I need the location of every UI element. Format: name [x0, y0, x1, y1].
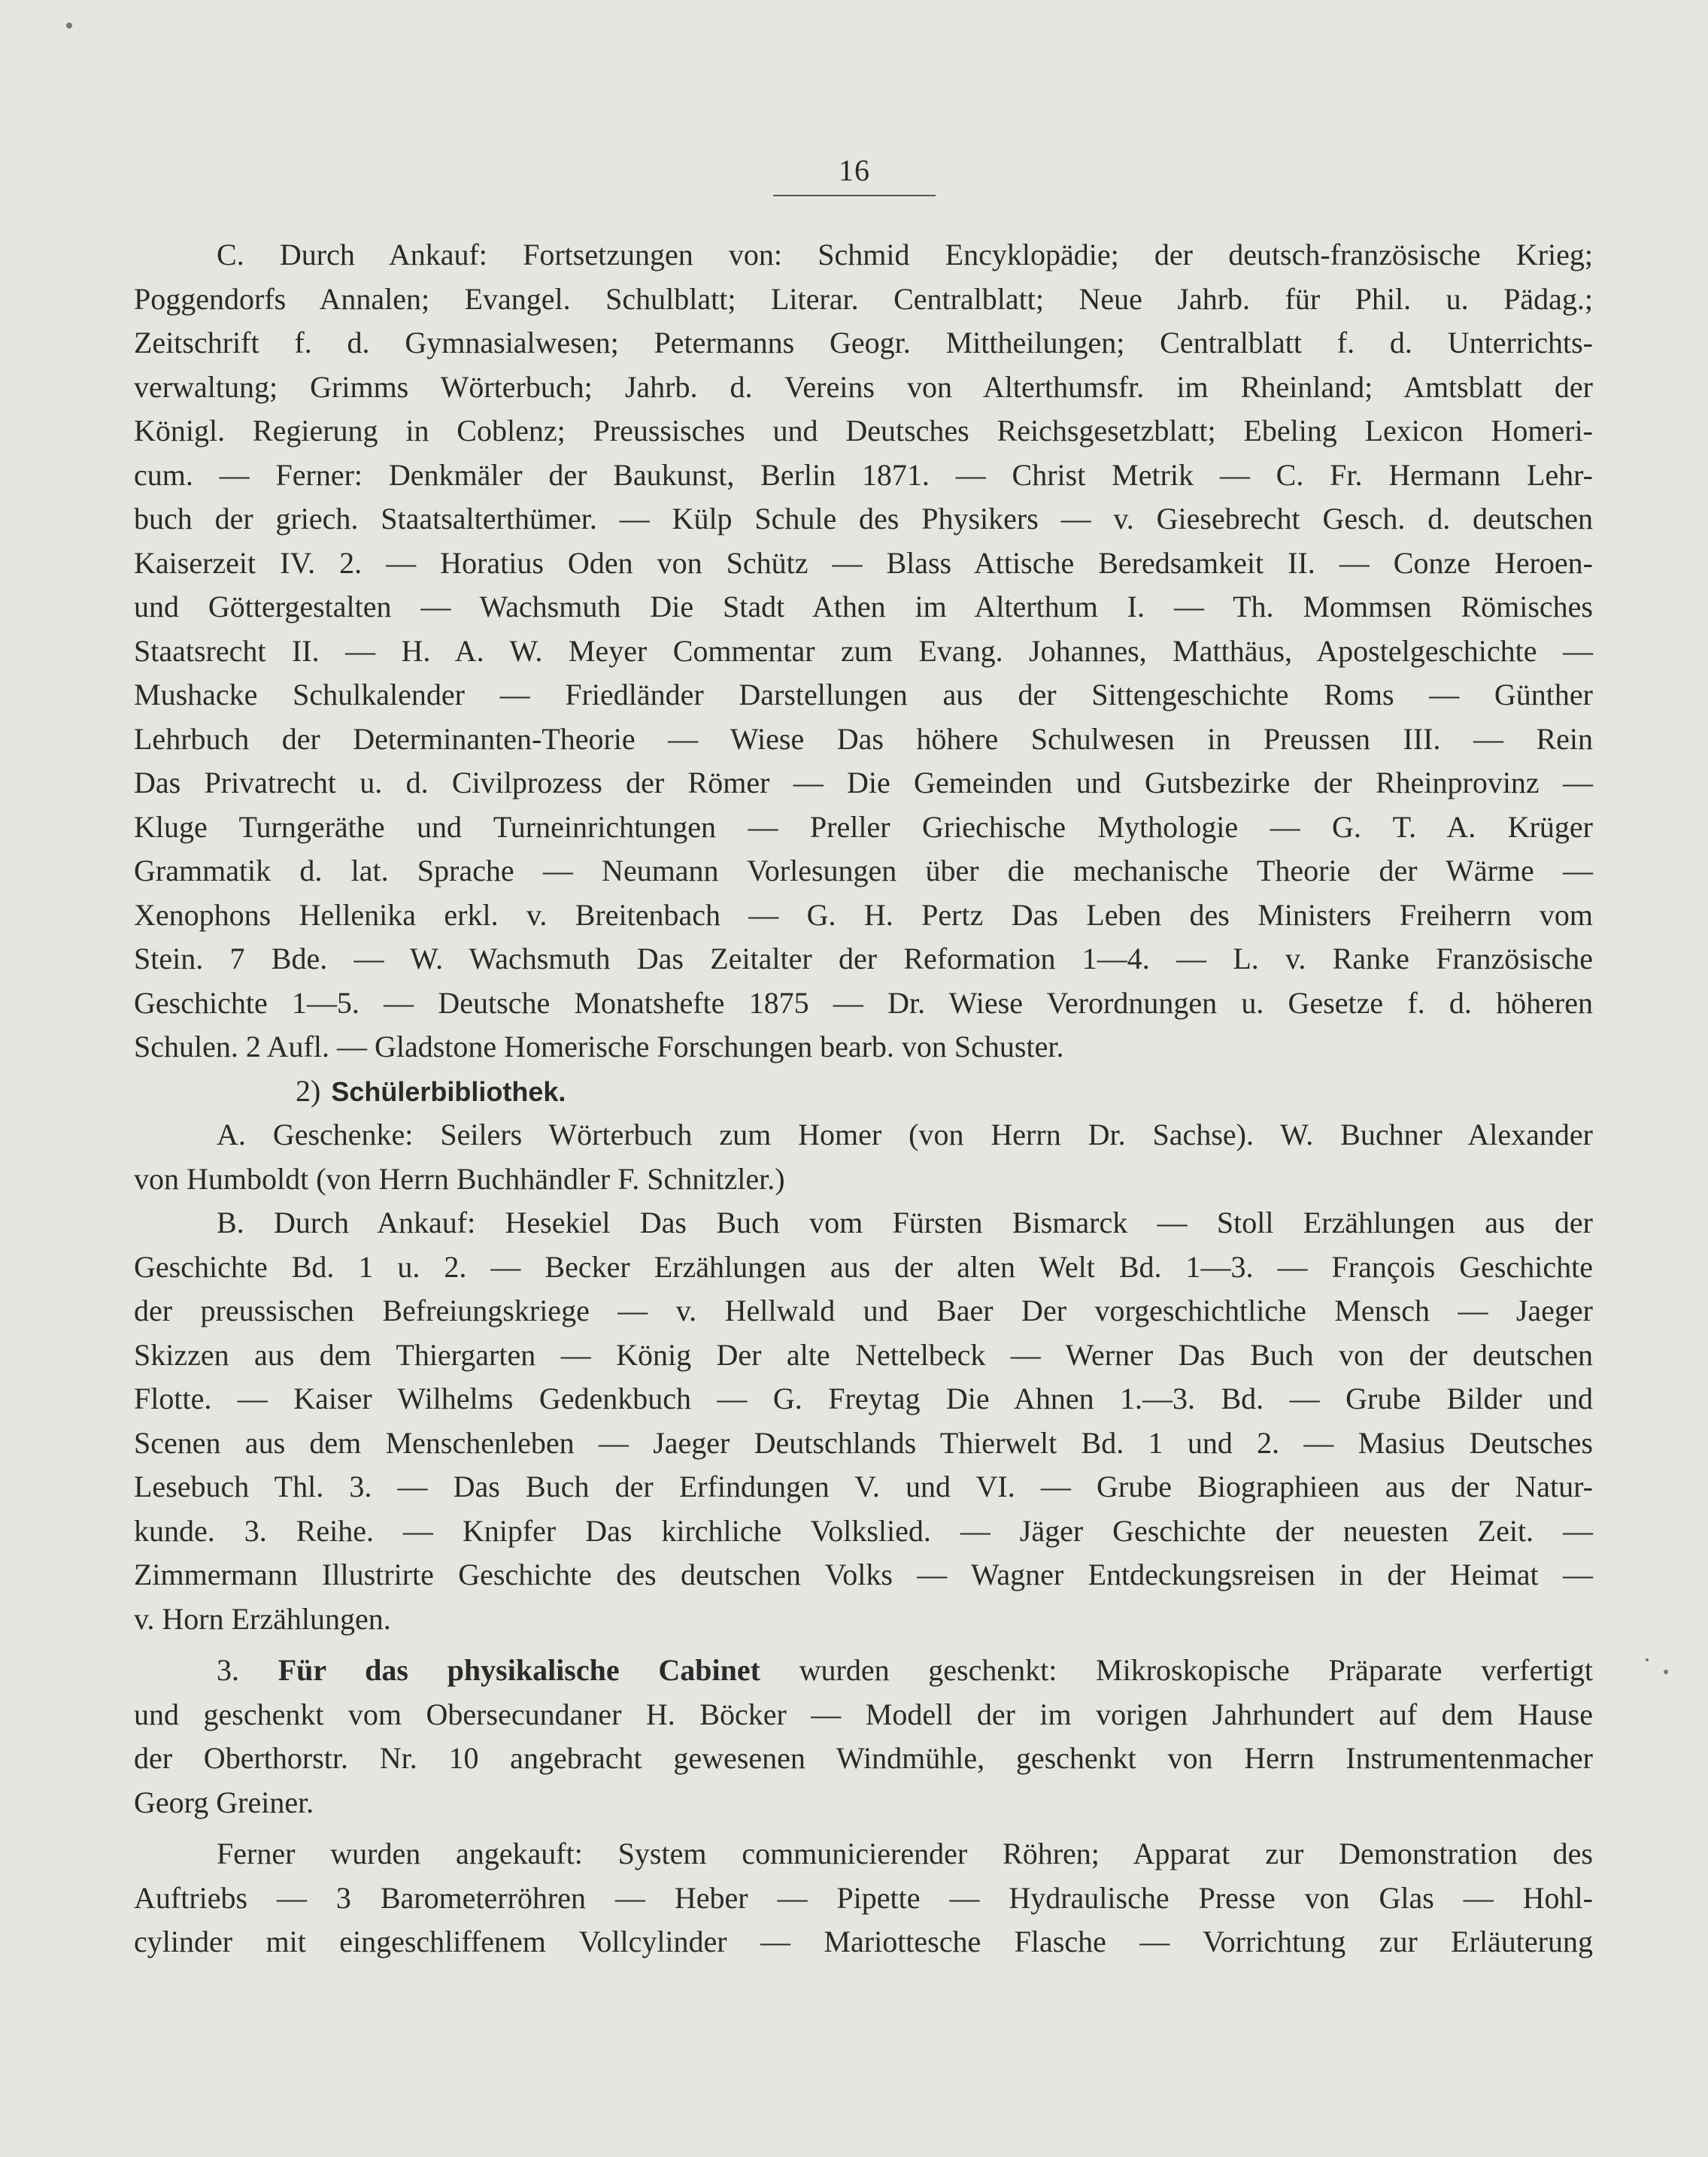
section-number: 3. [217, 1653, 239, 1687]
paragraph-line: A. Geschenke: Seilers Wörterbuch zum Homer (von Herrn Dr. Sachse). W. Buchner Alexander [217, 1118, 1593, 1151]
paragraph-line: Kaiserzeit IV. 2. — Horatius Oden von Schütz — Blass Attische Beredsamkeit II. — Conze Heroen- [134, 545, 1593, 580]
section-title: Schülerbibliothek. [331, 1075, 566, 1107]
paragraph-line: kunde. 3. Reihe. — Knipfer Das kirchliche Volkslied. — Jäger Geschichte der neuesten Zeit. — [134, 1513, 1593, 1548]
paper-speck [1646, 1658, 1649, 1661]
section-number: 2) [296, 1073, 321, 1108]
section-title: Für das physikalische Cabinet [278, 1653, 760, 1687]
paragraph-line: v. Horn Erzählungen. [134, 1601, 391, 1636]
page-number-rule [773, 195, 936, 196]
physics-cabinet-paragraph [134, 1649, 1593, 1825]
paragraph-line [134, 1649, 1593, 1693]
physics-purchases-paragraph [134, 1832, 1593, 1964]
paragraph-line: cylinder mit eingeschliffenem Vollcylinder — Mariottesche Flasche — Vorrichtung zur Erläuterung [134, 1925, 1593, 1958]
paragraph-line: verwaltung; Grimms Wörterbuch; Jahrb. d. Vereins von Alterthumsfr. im Rheinland; Amtsblatt der [134, 369, 1593, 404]
paragraph-line: Geschichte Bd. 1 u. 2. — Becker Erzählungen aus der alten Welt Bd. 1—3. — François Geschichte [134, 1249, 1593, 1284]
page-number: 16 [839, 153, 870, 187]
paragraph-line: Staatsrecht II. — H. A. W. Meyer Commentar zum Evang. Johannes, Matthäus, Apostelgeschichte — [134, 633, 1593, 668]
paragraph-line: Stein. 7 Bde. — W. Wachsmuth Das Zeitalter der Reformation 1—4. — L. v. Ranke Französische [134, 942, 1593, 975]
library-purchases-paragraph [134, 233, 1593, 1069]
paragraph-line: Das Privatrecht u. d. Civilprozess der Römer — Die Gemeinden und Gutsbezirke der Rheinprovinz — [134, 766, 1593, 799]
paragraph-line: Lesebuch Thl. 3. — Das Buch der Erfindungen V. und VI. — Grube Biographieen aus der Natur- [134, 1470, 1593, 1503]
paragraph-line: Grammatik d. lat. Sprache — Neumann Vorlesungen über die mechanische Theorie der Wärme — [134, 854, 1593, 887]
paragraph-line: und geschenkt vom Obersecundaner H. Böcker — Modell der im vorigen Jahrhundert auf dem Hause [134, 1697, 1593, 1731]
student-library-gifts-paragraph [134, 1113, 1593, 1201]
line-text: wurden geschenkt: Mikroskopische Präparate verfertigt [799, 1653, 1594, 1687]
paper-speck [66, 23, 72, 29]
page-body [134, 233, 1593, 1964]
paper-speck [1664, 1670, 1668, 1674]
paragraph-gap [134, 1825, 1593, 1832]
paragraph-line: buch der griech. Staatsalterthümer. — Külp Schule des Physikers — v. Giesebrecht Gesch. d. deutschen [134, 502, 1593, 535]
section-heading-student-library [134, 1069, 1593, 1114]
paragraph-line: Ferner wurden angekauft: System communicierender Röhren; Apparat zur Demonstration des [217, 1837, 1593, 1870]
paragraph-line: Geschichte 1—5. — Deutsche Monatshefte 1875 — Dr. Wiese Verordnungen u. Gesetze f. d. höheren [134, 985, 1593, 1020]
paragraph-line: Auftriebs — 3 Barometerröhren — Heber — Pipette — Hydraulische Presse von Glas — Hohl- [134, 1880, 1593, 1915]
paragraph-line: Skizzen aus dem Thiergarten — König Der alte Nettelbeck — Werner Das Buch von der deutschen [134, 1337, 1593, 1372]
paragraph-line: B. Durch Ankauf: Hesekiel Das Buch vom Fürsten Bismarck — Stoll Erzählungen aus der [217, 1206, 1593, 1239]
paragraph-line: Zimmermann Illustrirte Geschichte des deutschen Volks — Wagner Entdeckungsreisen in der Heimat — [134, 1558, 1593, 1591]
paragraph-gap [134, 1641, 1593, 1649]
paragraph-line: cum. — Ferner: Denkmäler der Baukunst, Berlin 1871. — Christ Metrik — C. Fr. Hermann Lehr- [134, 457, 1593, 492]
paragraph-line: der Oberthorstr. Nr. 10 angebracht gewesenen Windmühle, geschenkt von Herrn Instrumentenmacher [134, 1741, 1593, 1775]
student-library-purchases-paragraph [134, 1201, 1593, 1641]
paragraph-line: C. Durch Ankauf: Fortsetzungen von: Schmid Encyklopädie; der deutsch-französische Krieg; [217, 238, 1593, 272]
paragraph-line: Zeitschrift f. d. Gymnasialwesen; Petermanns Geogr. Mittheilungen; Centralblatt f. d. Unterrichts- [134, 326, 1593, 360]
paragraph-line: Lehrbuch der Determinanten-Theorie — Wiese Das höhere Schulwesen in Preussen III. — Rein [134, 721, 1593, 756]
paragraph-line: und Göttergestalten — Wachsmuth Die Stadt Athen im Alterthum I. — Th. Mommsen Römisches [134, 590, 1593, 623]
paragraph-line: Flotte. — Kaiser Wilhelms Gedenkbuch — G. Freytag Die Ahnen 1.—3. Bd. — Grube Bilder und [134, 1382, 1593, 1415]
paragraph-line: der preussischen Befreiungskriege — v. Hellwald und Baer Der vorgeschichtliche Mensch — Jaeger [134, 1294, 1593, 1327]
paragraph-line: Scenen aus dem Menschenleben — Jaeger Deutschlands Thierwelt Bd. 1 und 2. — Masius Deutsches [134, 1425, 1593, 1460]
paragraph-line: Schulen. 2 Aufl. — Gladstone Homerische Forschungen bearb. von Schuster. [134, 1030, 1064, 1063]
paragraph-line: Kluge Turngeräthe und Turneinrichtungen — Preller Griechische Mythologie — G. T. A. Krüger [134, 809, 1593, 844]
paragraph-line: Georg Greiner. [134, 1785, 314, 1819]
paragraph-line: Königl. Regierung in Coblenz; Preussisches und Deutsches Reichsgesetzblatt; Ebeling Lexicon Homeri- [134, 414, 1593, 447]
paragraph-line: von Humboldt (von Herrn Buchhändler F. Schnitzler.) [134, 1161, 785, 1196]
paragraph-line: Mushacke Schulkalender — Friedländer Darstellungen aus der Sittengeschichte Roms — Günther [134, 678, 1593, 711]
paragraph-line: Xenophons Hellenika erkl. v. Breitenbach — G. H. Pertz Das Leben des Ministers Freiherrn vom [134, 897, 1593, 932]
paragraph-line: Poggendorfs Annalen; Evangel. Schulblatt; Literar. Centralblatt; Neue Jahrb. für Phil. u. Pädag.; [134, 281, 1593, 316]
